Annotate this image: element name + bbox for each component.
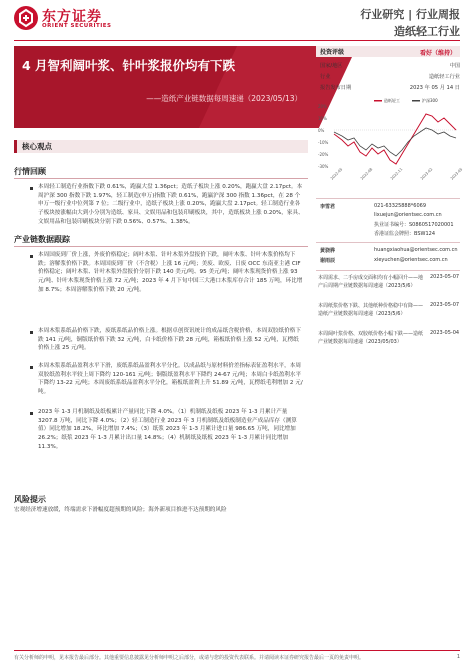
- y-tick: -20%: [318, 152, 329, 157]
- related-report[interactable]: 本周阔叶浆价格、双胶纸价格小幅下跌——造纸产业链数据每周速递（2023/05/03）: [318, 331, 424, 345]
- bullet: [30, 187, 33, 190]
- related-report[interactable]: 本周纸浆价格下跌、其他纸种价格稳中有降——造纸产业链数据每周速递（2023/5/6）: [318, 303, 424, 317]
- right-divider: [316, 270, 460, 271]
- related-report[interactable]: 本周需求、二手房成交面积均有小幅回升——地产后周期产业链数据每周速递（2023/5/6）: [318, 275, 424, 289]
- data-paragraph-output: 2023 年 1-3 月机制纸及纸板累计产量同比下降 4.0%。（1）机制纸及纸板 2023 年 1-3 月累计产量 3207.8 万吨，同比下降 4.0%；（2）轻工制造行业 2023 年 3 月机制纸及纸板制造业产成品库存（测算值）同比增加 18.2%，环比增加 7.4%；（3）纸浆 2023 年 1-3 月累计进口量 986.65 万吨，同比增加 26.2%；纸浆 2023 年 1-3 月累计出口量 14.8%；（4）机制纸及纸板 2023 年 1-3 月累计同比增加 11.3%。: [38, 409, 297, 450]
- analyst1-hk: 香港证监会牌照：BSW124: [374, 231, 436, 237]
- info-key: 报告发布日期: [320, 85, 352, 91]
- section-divider: [14, 246, 308, 247]
- brand-name-cn: 东方证券: [42, 9, 102, 25]
- related-report-date: 2023-05-07: [430, 274, 460, 280]
- price-chart: [316, 94, 464, 194]
- y-tick: 10%: [318, 116, 327, 121]
- data-paragraph-pulp: 本周国废到厂价上涨，外废价格稳定；阔叶木浆、针叶木浆外盘报价下跌，阔叶木浆、针叶木浆价格均下跌；溶解浆价格下跌。本周国废到厂价（不含税）上涨 16 元/吨；美废、欧废、日废 OCC 东南亚主港 CIF 价格稳定；阔叶木浆、针叶木浆外盘报价分别下跌 140 美元/吨、95 美元/吨；阔叶木浆现货价格上涨 93 元/吨、针叶木浆现货价格上涨 72 元/吨；2023 年 4 月下旬中国三大港口木浆库存合计 185 万吨，环比增加 8.7%；本周溶解浆价格下跌 20 元/吨。: [38, 252, 303, 293]
- right-divider: [316, 198, 460, 199]
- legend-csi300: 沪深300: [422, 98, 438, 103]
- bullet: [30, 331, 33, 334]
- series-industry: [334, 114, 456, 164]
- right-divider: [316, 242, 460, 243]
- info-value: 2023 年 05 月 14 日: [409, 85, 460, 91]
- x-tick: 2023-02: [419, 167, 434, 181]
- y-tick: 0%: [318, 128, 325, 133]
- core-view-label: 核心观点: [22, 142, 52, 151]
- footer-divider: [14, 650, 460, 651]
- info-value: 中国: [449, 63, 460, 69]
- section-title-data: 产业链数据跟踪: [14, 235, 70, 244]
- section-divider: [14, 178, 308, 179]
- report-title: 4 月智利阔叶浆、针叶浆报价均有下跌: [22, 58, 236, 73]
- series-csi300: [334, 128, 456, 156]
- analyst2-email: huangxiaohua@orientsec.com.cn: [374, 247, 458, 253]
- bullet: [30, 366, 33, 369]
- bullet: [30, 412, 33, 415]
- brand-name-en: ORIENT SECURITIES: [42, 23, 112, 29]
- header-divider: [14, 40, 460, 41]
- info-value: 造纸轻工行业: [428, 74, 460, 80]
- section-title-risk: 风险提示: [14, 495, 46, 504]
- bullet: [30, 255, 33, 258]
- y-tick: -10%: [318, 140, 329, 145]
- info-key: 行业: [320, 74, 331, 80]
- analyst3-email: xieyuchen@orientsec.com.cn: [374, 257, 448, 263]
- x-tick: 2022-05: [329, 167, 344, 181]
- core-view-header: [14, 140, 308, 153]
- market-review-text: 本周轻工制造行业指数下跌 0.61%，跑赢大盘 1.36pct；造纸子板块上涨 0.20%，跑赢大盘 2.17pct。本周沪深 300 指数下跌 1.97%，轻工制造(申万)指数下跌 0.61%，跑赢沪深 300 指数 1.36pct，在 28 个申万一级行业中位列第 7 位；二级行业中，造纸子板块上涨 0.20%，跑赢大盘 2.17pct。轻工制造行业各子板块按涨幅由大到小分别为造纸、家具、文娱用品和包装印刷板块，其中，造纸板块上涨 0.20%，家具、文娱用品和包装印刷板块分别下跌 0.56%、0.57%、1.38%。: [38, 184, 304, 225]
- data-paragraph-profit: 本周木浆系纸品盈利水平下滑，废纸系纸品盈利水平分化。以成品纸与原材料价差指标表征盈利水平，本周双胶纸盈利水平较上周下降约 120-161 元/吨；铜版纸盈利水平下降约 24-67 元/吨；本周白卡纸盈利水平下降约 13-22 元/吨；本周废纸系纸品盈利水平分化，箱板纸盈利上升 51.89 元/吨，瓦楞纸毛利增加 2 元/吨。: [38, 363, 303, 396]
- analyst1-cert: 执业证书编号：S0860517020001: [374, 222, 454, 228]
- analyst2-name: 黄骁骅: [320, 248, 336, 254]
- risk-text: 宏观经济增速放缓，终端需求下滑幅度超预期的风险；海外新项目推进不达预期的风险: [14, 507, 227, 513]
- invest-rating-label: 投资评级: [320, 49, 345, 56]
- x-tick: 2022-08: [359, 167, 374, 181]
- page-number: 1: [456, 654, 460, 660]
- analyst1-name: 李雪君: [320, 204, 336, 210]
- related-report-date: 2023-05-04: [430, 330, 460, 336]
- analyst1-email: lixuejun@orientsec.com.cn: [374, 212, 442, 218]
- y-tick: 20%: [318, 104, 327, 109]
- invest-rating-value: 看好（维持）: [420, 50, 457, 57]
- report-subtitle: ——造纸产业链数据每周速递（2023/05/13）: [146, 94, 302, 103]
- report-type: 行业研究 | 行业周报: [360, 8, 460, 21]
- x-tick: 2023-05: [449, 167, 464, 181]
- report-industry: 造纸轻工行业: [394, 25, 460, 38]
- data-paragraph-paper-price: 本周木浆系纸品价格下跌，废纸系纸品价格上涨。根据卓创资讯统计的成品纸含税价格，本周双胶纸价格下跌 141 元/吨，铜版纸价格下跌 32 元/吨，白卡纸价格下跌 28 元/吨，箱板纸价格上涨 52 元/吨，瓦楞纸价格上涨 25 元/吨。: [38, 328, 301, 352]
- info-key: 国家/地区: [320, 63, 343, 69]
- analyst1-tel: 021-63325888*6069: [374, 203, 427, 209]
- legend-industry: 造纸轻工: [384, 98, 400, 103]
- y-tick: -30%: [318, 164, 329, 169]
- x-tick: 2022-11: [389, 167, 404, 181]
- footer-disclaimer: 有关分析师的申明，见本报告最后部分。其他重要信息披露见分析师申明之后部分，或请与您的投资代表联系。并请阅读本证券研究报告最后一页的免责申明。: [14, 655, 365, 661]
- brand-logo-icon: [14, 6, 38, 30]
- section-title-market: 行情回顾: [14, 167, 46, 176]
- analyst3-name: 谢雨辰: [320, 258, 336, 264]
- related-report-date: 2023-05-07: [430, 302, 460, 308]
